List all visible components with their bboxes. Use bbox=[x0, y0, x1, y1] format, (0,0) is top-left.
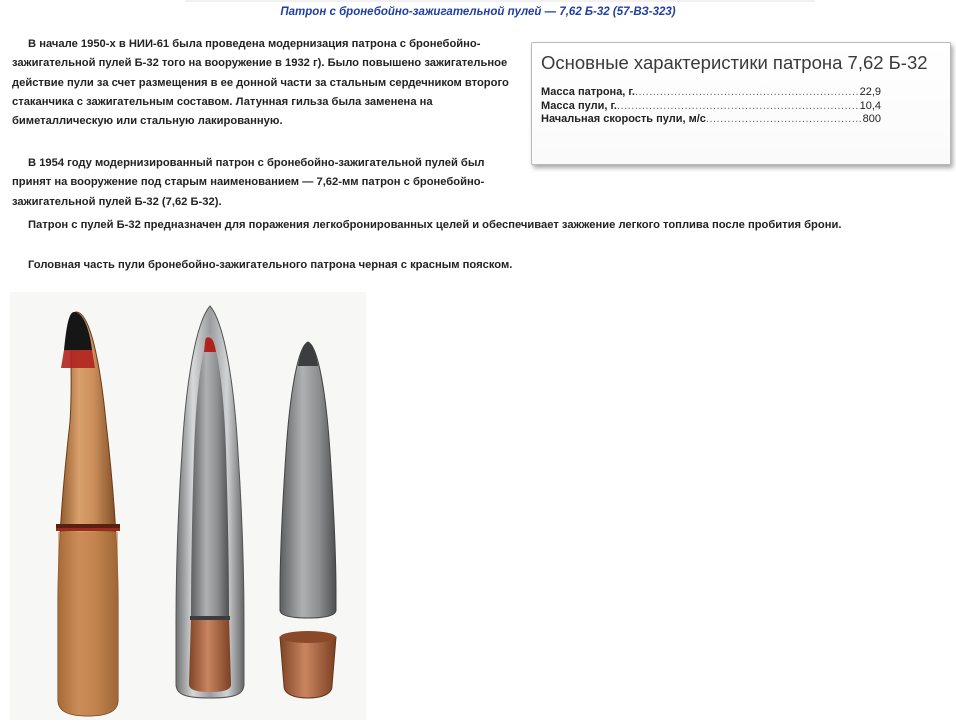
paragraph-purpose bbox=[12, 216, 946, 235]
paragraph-adoption bbox=[12, 154, 524, 212]
spec-row-cartridge-mass bbox=[541, 86, 881, 100]
paragraph-adoption-text: В 1954 году модернизированный патрон с бронебойно-зажигательной пулей был принят на вооружение под старым наименованием — 7,62-мм патрон с бронебойно-зажигательной пулей Б-32 (7,62 Б-32). bbox=[12, 157, 485, 208]
paragraph-purpose-text: Патрон с пулей Б-32 предназначен для поражения легкобронированных целей и обеспечивает зажжение легкого топлива после пробития брони. bbox=[28, 219, 842, 231]
spec-value: 800 bbox=[862, 113, 881, 125]
paragraph-marking-text: Головная часть пули бронебойно-зажигательного патрона черная с красным пояском. bbox=[28, 259, 513, 271]
paragraph-modernization-text: В начале 1950-х в НИИ-61 была проведена модернизация патрона с бронебойно-зажигательной пулей Б-32 того на вооружение в 1932 г). Было повышено зажигательное действие пули за счет размещения в ее донной части за стальным сердечником второго стаканчика с зажигательным составом. Латунная гильза была заменена на биметаллическую или стальную лакированную. bbox=[12, 38, 509, 128]
spec-value: 10,4 bbox=[859, 99, 881, 112]
specs-box bbox=[531, 42, 951, 165]
spec-row-muzzle-velocity bbox=[541, 113, 881, 127]
steel-core-and-cup bbox=[280, 342, 336, 698]
complete-bullet bbox=[56, 312, 120, 716]
top-divider bbox=[185, 0, 815, 2]
bullet-cutaway-photo bbox=[10, 292, 366, 720]
spec-leader-dots bbox=[706, 113, 863, 127]
spec-label: Масса патрона, г. bbox=[541, 86, 635, 98]
spec-value: 22,9 bbox=[859, 86, 881, 98]
photo-caption: Патрон с бронебойно-зажигательной пулей — 7,62 Б-32 (57-ВЗ-323) bbox=[280, 6, 676, 18]
spec-label: Начальная скорость пули, м/с bbox=[541, 113, 706, 125]
spec-leader-dots bbox=[617, 100, 860, 114]
spec-leader-dots bbox=[635, 86, 860, 100]
paragraph-modernization bbox=[12, 35, 524, 131]
spec-label: Масса пули, г. bbox=[541, 99, 617, 112]
spec-row-bullet-mass bbox=[541, 100, 881, 114]
sectioned-bullet bbox=[176, 306, 244, 698]
specs-title: Основные характеристики патрона 7,62 Б-32 bbox=[541, 52, 928, 73]
paragraph-marking bbox=[12, 256, 946, 275]
